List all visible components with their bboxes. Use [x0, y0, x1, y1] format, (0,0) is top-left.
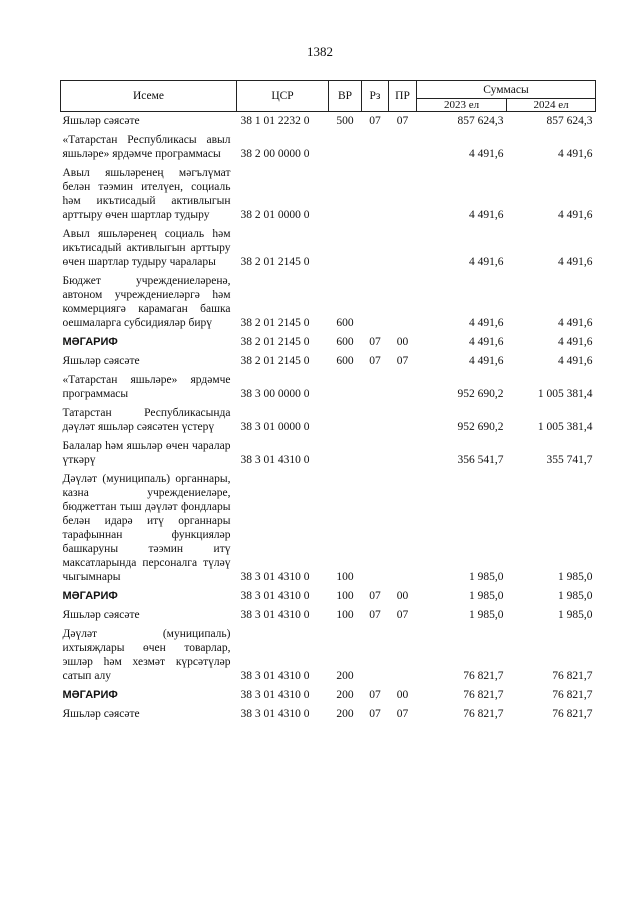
- row-sum-2024: 1 985,0: [558, 609, 593, 621]
- row-pr: [389, 225, 417, 272]
- budget-table: [60, 80, 596, 724]
- row-rz: [362, 470, 389, 587]
- row-sum-2024: 1 985,0: [558, 590, 593, 602]
- row-rz: 07: [369, 336, 381, 348]
- row-sum-2024: 4 491,6: [558, 336, 593, 348]
- row-vr: 600: [336, 355, 354, 367]
- row-pr: [389, 470, 417, 587]
- row-csr-code: 38 3 01 4310 0: [240, 670, 310, 682]
- row-csr-code: 38 2 01 2145 0: [240, 317, 310, 329]
- row-sum-2023: 4 491,6: [469, 256, 504, 268]
- row-csr-code: 38 3 00 0000 0: [240, 388, 310, 400]
- row-rz: 07: [369, 590, 381, 602]
- table-row: [61, 587, 596, 606]
- header-vr: ВР: [329, 81, 362, 112]
- row-name: Яшьләр сәясәте: [62, 115, 140, 127]
- row-sum-2024: 1 985,0: [558, 571, 593, 583]
- row-csr-code: 38 2 01 2145 0: [240, 355, 310, 367]
- table-row: [61, 625, 596, 686]
- row-vr: [329, 404, 362, 437]
- row-sum-2023: 76 821,7: [463, 670, 504, 682]
- row-name: Балалар һәм яшьләр өчен чаралар үткәрү: [62, 440, 231, 466]
- row-pr: [389, 164, 417, 225]
- row-vr: 200: [336, 708, 354, 720]
- row-sum-2023: 952 690,2: [457, 388, 504, 400]
- table-row: [61, 225, 596, 272]
- row-pr: 07: [396, 115, 409, 127]
- row-name: Яшьләр сәясәте: [62, 355, 140, 367]
- table-row: [61, 352, 596, 371]
- row-name: Дәүләт (муниципаль) ихтыяҗлары өчен товарлар, эшләр һәм хезмәт күрсәтүләр сатып алу: [62, 628, 231, 682]
- row-name: Яшьләр сәясәте: [62, 708, 140, 720]
- row-sum-2023: 76 821,7: [463, 708, 504, 720]
- row-name: «Татарстан Республикасы авыл яшьләре» ярдәмче программасы: [62, 134, 231, 160]
- row-sum-2024: 857 624,3: [546, 115, 593, 127]
- row-name: Авыл яшьләренең социаль һәм икътисадый активлыгын арттыру өчен шартлар тудыру чаралары: [62, 228, 231, 268]
- row-sum-2023: 952 690,2: [457, 421, 504, 433]
- row-sum-2024: 4 491,6: [558, 209, 593, 221]
- table-row: [61, 272, 596, 333]
- row-vr: [329, 225, 362, 272]
- row-sum-2024: 76 821,7: [552, 708, 593, 720]
- row-vr: 100: [336, 609, 354, 621]
- row-sum-2023: 4 491,6: [469, 336, 504, 348]
- table-row: [61, 112, 596, 132]
- table-body: [61, 112, 596, 725]
- row-csr-code: 38 3 01 4310 0: [240, 454, 310, 466]
- row-sum-2024: 4 491,6: [558, 256, 593, 268]
- row-pr: [389, 131, 417, 164]
- row-pr: 07: [396, 355, 409, 367]
- header-pr: ПР: [389, 81, 417, 112]
- table-row: [61, 705, 596, 724]
- row-csr-code: 38 2 01 2145 0: [240, 336, 310, 348]
- row-rz: 07: [369, 609, 381, 621]
- row-sum-2024: 4 491,6: [558, 317, 593, 329]
- row-rz: [362, 225, 389, 272]
- row-pr: 00: [396, 590, 409, 602]
- table-row: [61, 333, 596, 352]
- table-row: [61, 371, 596, 404]
- row-vr: 600: [336, 317, 354, 329]
- table-row: [61, 606, 596, 625]
- row-rz: 07: [369, 689, 381, 701]
- row-sum-2023: 4 491,6: [469, 317, 504, 329]
- row-rz: 07: [369, 708, 381, 720]
- row-name: МӘГАРИФ: [62, 590, 118, 602]
- row-csr-code: 38 3 01 4310 0: [240, 708, 310, 720]
- row-vr: 200: [336, 670, 354, 682]
- row-pr: 00: [396, 689, 409, 701]
- table-row: [61, 131, 596, 164]
- row-sum-2023: 1 985,0: [469, 590, 504, 602]
- table-row: [61, 686, 596, 705]
- row-rz: [362, 272, 389, 333]
- row-name: Татарстан Республикасында дәүләт яшьләр сәясәтен үстерү: [62, 407, 231, 433]
- row-pr: [389, 404, 417, 437]
- row-vr: [329, 437, 362, 470]
- row-csr-code: 38 3 01 4310 0: [240, 571, 310, 583]
- header-rz: Рз: [362, 81, 389, 112]
- table-row: [61, 437, 596, 470]
- row-pr: [389, 371, 417, 404]
- row-pr: [389, 437, 417, 470]
- table-header: [61, 81, 596, 112]
- row-sum-2024: 1 005 381,4: [537, 421, 593, 433]
- row-name: «Татарстан яшьләре» ярдәмче программасы: [62, 374, 231, 400]
- row-csr-code: 38 3 01 4310 0: [240, 590, 310, 602]
- row-sum-2024: 4 491,6: [558, 148, 593, 160]
- row-csr-code: 38 2 01 0000 0: [240, 209, 310, 221]
- row-sum-2023: 1 985,0: [469, 609, 504, 621]
- header-csr: ЦСР: [237, 81, 329, 112]
- table-row: [61, 404, 596, 437]
- row-sum-2024: 355 741,7: [546, 454, 593, 466]
- table-row: [61, 470, 596, 587]
- row-csr-code: 38 1 01 2232 0: [240, 115, 310, 127]
- row-csr-code: 38 2 00 0000 0: [240, 148, 310, 160]
- row-sum-2023: 857 624,3: [457, 115, 504, 127]
- row-name: Бюджет учреждениеләренә, автоном учреждениеләргә һәм коммерциягә карамаган башка оешмаларга субсидияләр бирү: [62, 275, 231, 329]
- row-sum-2023: 1 985,0: [469, 571, 504, 583]
- row-sum-2024: 1 005 381,4: [537, 388, 593, 400]
- row-csr-code: 38 3 01 0000 0: [240, 421, 310, 433]
- row-csr-code: 38 3 01 4310 0: [240, 689, 310, 701]
- row-sum-2024: 76 821,7: [552, 689, 593, 701]
- row-vr: [329, 371, 362, 404]
- row-sum-2024: 76 821,7: [552, 670, 593, 682]
- row-sum-2023: 4 491,6: [469, 355, 504, 367]
- row-rz: 07: [369, 115, 381, 127]
- row-name: МӘГАРИФ: [62, 336, 118, 348]
- row-pr: 00: [396, 336, 409, 348]
- row-rz: [362, 437, 389, 470]
- row-pr: [389, 625, 417, 686]
- row-vr: [329, 131, 362, 164]
- row-rz: [362, 625, 389, 686]
- row-vr: 600: [336, 336, 354, 348]
- row-pr: [389, 272, 417, 333]
- row-csr-code: 38 2 01 2145 0: [240, 256, 310, 268]
- row-vr: 100: [336, 590, 354, 602]
- page-number: 1382: [307, 44, 333, 59]
- row-csr-code: 38 3 01 4310 0: [240, 609, 310, 621]
- row-rz: 07: [369, 355, 381, 367]
- row-rz: [362, 164, 389, 225]
- header-year-2023: 2023 ел: [417, 99, 507, 112]
- header-year-2024: 2024 ел: [507, 99, 596, 112]
- row-rz: [362, 371, 389, 404]
- row-sum-2023: 76 821,7: [463, 689, 504, 701]
- row-name: МӘГАРИФ: [62, 689, 118, 701]
- row-sum-2023: 4 491,6: [469, 148, 504, 160]
- row-vr: 200: [336, 689, 354, 701]
- row-name: Яшьләр сәясәте: [62, 609, 140, 621]
- row-pr: 07: [396, 609, 409, 621]
- header-sums: Суммасы: [417, 81, 596, 99]
- row-name: Дәүләт (муниципаль) органнары, казна учреждениеләре, бюджеттан тыш дәүләт фондлары белән идарә итү органнары тарафыннан функцияләр башкаруны тәэмин итү максатларында персоналга түләү чыгымнары: [62, 473, 231, 583]
- row-rz: [362, 404, 389, 437]
- row-vr: [329, 164, 362, 225]
- row-rz: [362, 131, 389, 164]
- row-pr: 07: [396, 708, 409, 720]
- row-sum-2023: 4 491,6: [469, 209, 504, 221]
- row-sum-2023: 356 541,7: [457, 454, 504, 466]
- row-vr: 500: [336, 115, 354, 127]
- row-vr: 100: [336, 571, 354, 583]
- header-name: Исеме: [61, 81, 237, 112]
- table-row: [61, 164, 596, 225]
- row-name: Авыл яшьләренең мәгълүмат белән тәэмин ителүен, социаль һәм икътисадый активлыгын арттыру өчен шартлар тудыру: [62, 167, 231, 221]
- row-sum-2024: 4 491,6: [558, 355, 593, 367]
